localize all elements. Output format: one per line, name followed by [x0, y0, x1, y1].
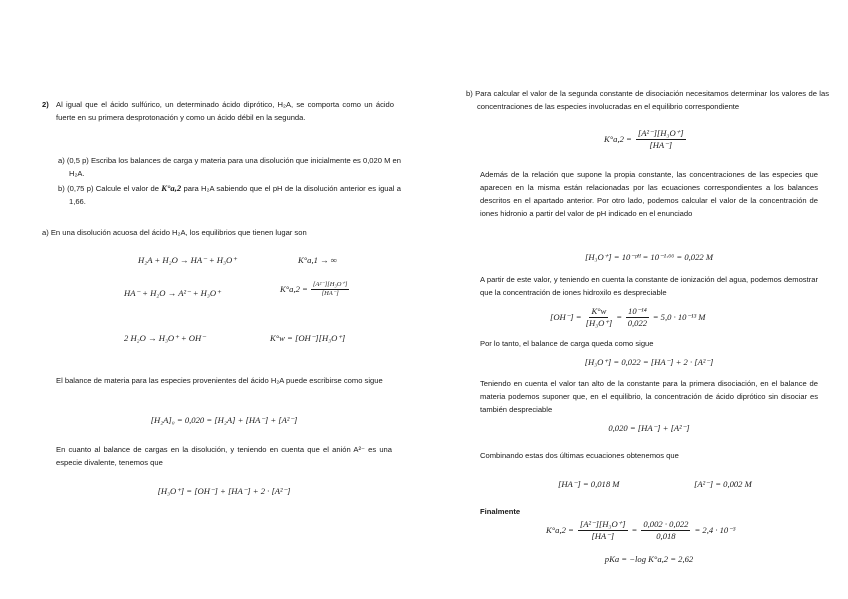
question-part-a: a) (0,5 p) Escriba los balances de carga y materia para una disolución que inicialmente es 0,020 M en H₂A.: [58, 156, 401, 178]
mass-balance-text: El balance de materia para las especies provenientes del ácido H₂A puede escribirse como sigue: [56, 376, 383, 385]
final-ka2-equation: K°a,2 = $\frac{\text{[A²⁻][H₃O⁺]}}{[HA^-]}$ = $\frac{0,002 \cdot 0,022}{0,018}$ = 2,4 · 10⁻³: [546, 519, 736, 541]
equilibrium-2: HA⁻ + H₂O → A²⁻ + H₃O⁺: [124, 288, 221, 298]
question-number: 2): [42, 100, 49, 109]
mass-balance-equation: [H₂A]₀ = 0,020 = [H₂A] + [HA⁻] + [A²⁻]: [150, 415, 298, 425]
result-a: [A²⁻] = 0,002 M: [694, 479, 752, 489]
charge-balance-equation: [H₃O⁺] = [OH⁻] + [HA⁻] + 2 · [A²⁻]: [157, 486, 291, 496]
equilibrium-2-constant: K°a,2 = $\frac{\text{[A²⁻][H₃O⁺]}}{[HA^-]}$: [280, 281, 348, 297]
paragraph-combine: Combinando estas dos últimas ecuaciones obtenemos que: [480, 451, 679, 460]
equilibrium-3-constant: K°w = [OH⁻][H₃O⁺]: [270, 333, 346, 343]
paragraph-hydroxyl: A partir de este valor, y teniendo en cuenta la constante de ionización del agua, podemos demostrar que la concentración de iones hidroxilo es despreciable: [480, 275, 818, 297]
ka2-symbol: K°a,2: [161, 183, 182, 193]
question-statement: Al igual que el ácido sulfúrico, un determinado ácido diprótico, H₂A, se comporta como un ácido fuerte en su primera desprotonación y como un ácido débil en la segunda.: [56, 100, 394, 122]
equilibrium-1: H₂A + H₂O → HA⁻ + H₃O⁺: [138, 255, 237, 265]
question-part-b: b) (0,75 p) Calcule el valor de K°a,2 para H₂A sabiendo que el pH de la disolución anterior es igual a 1,66.: [58, 183, 401, 206]
finally-label: Finalmente: [480, 507, 521, 516]
ka2-definition: K°a,2 = $\frac{\text{[A²⁻][H₃O⁺]}}{[HA^-]}$: [604, 128, 684, 150]
mass-balance-2: 0,020 = [HA⁻] + [A²⁻]: [608, 423, 690, 433]
hydronium-equation: [H₃O⁺] = 10⁻ᵖᴴ = 10⁻¹·⁶⁶ = 0,022 M: [584, 252, 713, 262]
paragraph-mass: Teniendo en cuenta el valor tan alto de la constante para la primera disociación, en el balance de materia podemos suponer que, en el equilibrio, la concentración de ácido diprótico sin disociar es también despreciable: [480, 379, 818, 414]
charge-balance-text: En cuanto al balance de cargas en la disolución, y teniendo en cuenta que el anión A²⁻ es una especie divalente, tenemos que: [56, 445, 392, 467]
pka-equation: pKa = −log K°a,2 = 2,62: [604, 554, 694, 564]
solution-a-intro: a) En una disolución acuosa del ácido H₂A, los equilibrios que tienen lugar son: [42, 228, 307, 237]
equilibrium-3: 2 H₂O → H₃O⁺ + OH⁻: [124, 333, 206, 343]
charge-balance-2: [H₃O⁺] = 0,022 = [HA⁻] + 2 · [A²⁻]: [584, 357, 714, 367]
paragraph-charge: Por lo tanto, el balance de carga queda como sigue: [480, 339, 654, 348]
result-ha: [HA⁻] = 0,018 M: [558, 479, 620, 489]
solution-b-intro: b) Para calcular el valor de la segunda constante de disociación necesitamos determinar los valores de las concentraciones de las especies involucradas en el equilibrio correspondiente: [466, 89, 829, 111]
equilibrium-1-constant: K°a,1 → ∞: [298, 255, 337, 265]
question-2: [42, 98, 394, 124]
hydroxyl-equation: [OH⁻] = $\frac{K^\circ w}{\text{[H₃O⁺]}}$ = $\frac{\text{10⁻¹⁴}}{0,022}$ = 5,0 · 10⁻¹³ M: [550, 306, 706, 328]
paragraph-balances: Además de la relación que supone la propia constante, las concentraciones de las especies que aparecen en la misma están relacionadas por las ecuaciones correspondientes a los balances descritos en el apartado anterior. Por otro lado, podemos calcular el valor de la concentración de iones hidronio a partir del valor de pH indicado en el enunciado: [480, 170, 818, 218]
